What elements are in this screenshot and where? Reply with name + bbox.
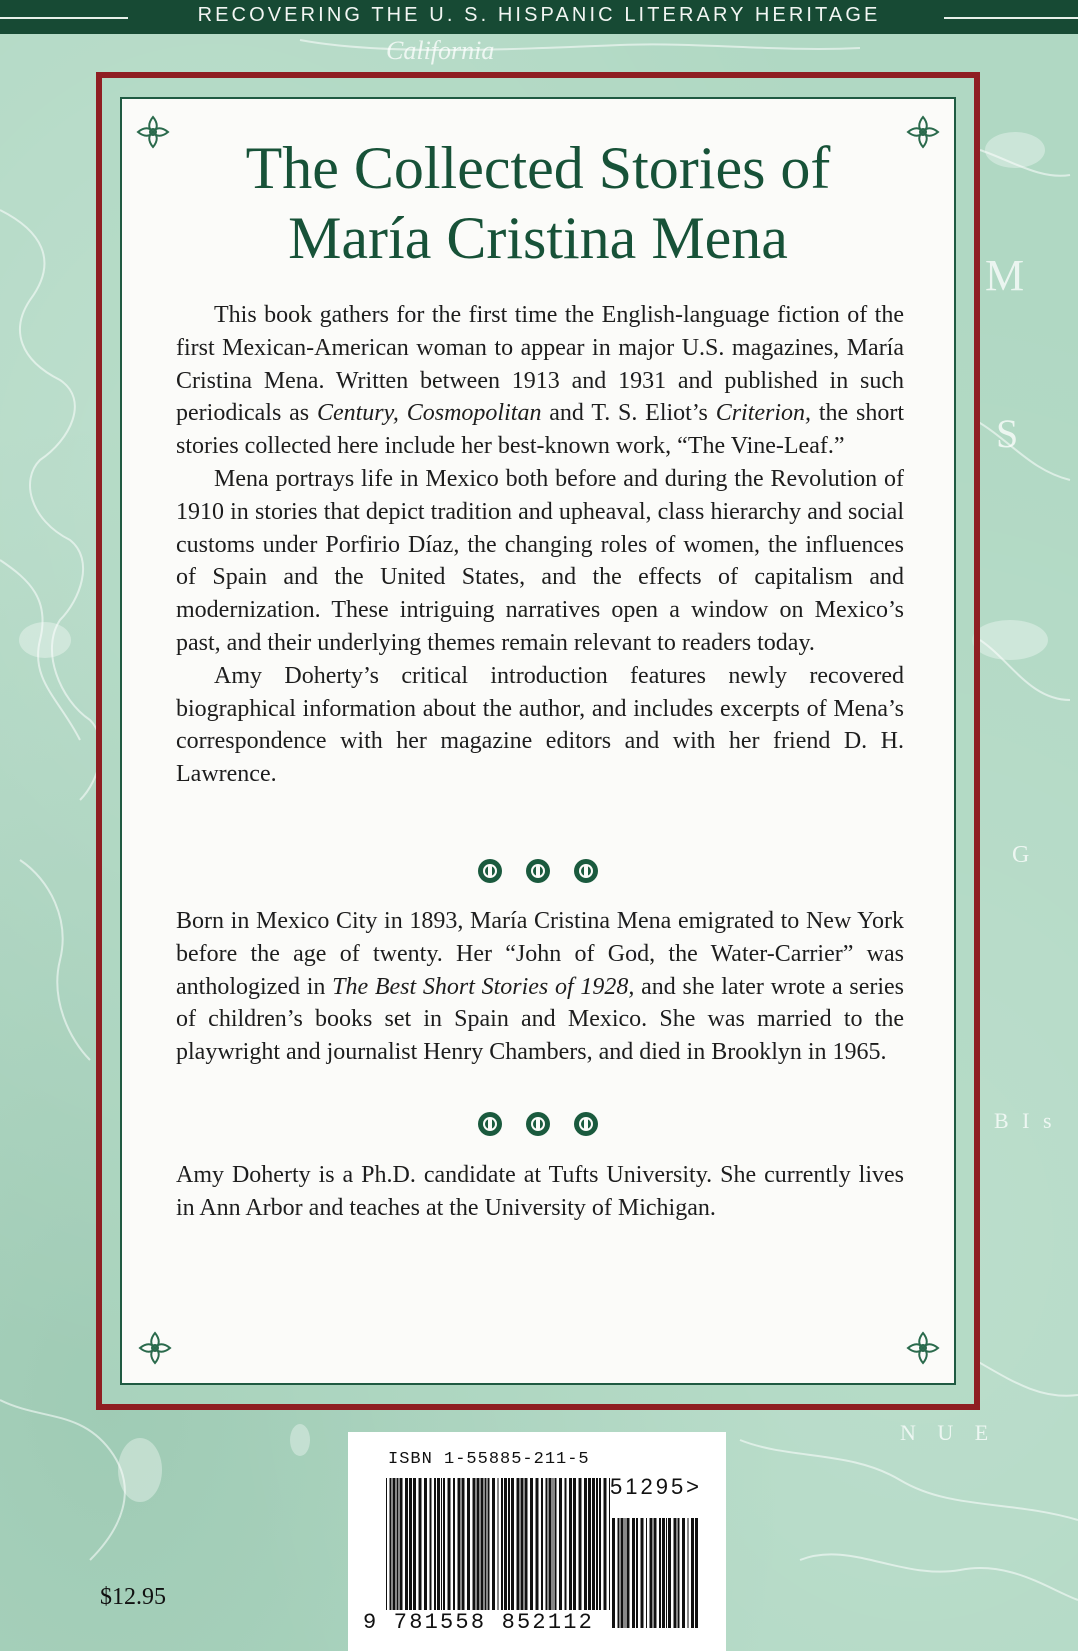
barcode-bar — [536, 1478, 539, 1610]
barcode-label — [348, 1432, 726, 1651]
barcode-bar — [462, 1478, 465, 1610]
barcode-bar — [584, 1478, 587, 1610]
barcode-bar — [666, 1518, 667, 1628]
series-banner — [0, 0, 1078, 34]
barcode-bar — [654, 1518, 657, 1628]
ean-number: 9 781558 852112 — [363, 1610, 595, 1635]
barcode-bar — [521, 1478, 524, 1610]
barcode-bar — [559, 1478, 562, 1610]
barcode-bar — [405, 1478, 408, 1610]
map-label-california: California — [386, 36, 495, 65]
barcode-bar — [573, 1478, 576, 1610]
barcode-bar — [592, 1478, 595, 1610]
barcode-bar — [424, 1478, 427, 1610]
description-paragraph-3: Amy Doherty’s critical introduction features newly recovered biographical information about the author, and includes excerpts of Mena’s correspondence with her magazine editors and with her friend D. H. Lawrence. — [176, 662, 904, 788]
author-bio — [176, 905, 904, 1069]
barcode-bar — [625, 1518, 626, 1628]
barcode-bar — [695, 1518, 698, 1628]
addon-barcode — [610, 1518, 700, 1628]
barcode-bar — [437, 1478, 440, 1610]
author-bio-paragraph: Born in Mexico City in 1893, María Cristina Mena emigrated to New York before the age of twenty. Her “John of God, the Water-Carrier” was anthologized in The Best Short Stories of 1928, and she later wrote a series of children’s books set in Spain and Mexico. She was married to the playwright and journalist Henry Chambers, and died in Brooklyn in 1965. — [176, 908, 904, 1066]
section-divider — [122, 1112, 954, 1142]
barcode-bar — [393, 1478, 396, 1610]
corner-ornament-icon — [900, 1325, 946, 1371]
barcode-bar — [599, 1478, 601, 1610]
editor-bio — [176, 1159, 904, 1225]
isbn-number: ISBN 1-55885-211-5 — [388, 1450, 590, 1469]
barcode-bar — [691, 1518, 694, 1628]
book-description — [176, 299, 904, 791]
barcode-bar — [458, 1478, 461, 1610]
map-label-bis: B I s — [994, 1108, 1056, 1133]
book-title — [122, 133, 954, 273]
barcode-bar — [492, 1478, 495, 1610]
price-addon-number: 51295> — [610, 1474, 703, 1499]
barcode-bar — [485, 1478, 487, 1610]
barcode-bar — [397, 1478, 399, 1610]
barcode-bar — [588, 1478, 591, 1610]
barcode-bar — [678, 1518, 680, 1628]
barcode-bar — [541, 1478, 543, 1610]
barcode-bar — [386, 1478, 387, 1610]
barcode-bar — [604, 1478, 607, 1610]
divider-ornament-icon — [526, 859, 550, 883]
barcode-bar — [481, 1478, 484, 1610]
barcode-bar — [525, 1478, 528, 1610]
barcode-bar — [477, 1478, 480, 1610]
barcode-bar — [504, 1478, 507, 1610]
barcode-bar — [553, 1478, 554, 1610]
barcode-bar — [441, 1478, 442, 1610]
barcode-bar — [641, 1518, 644, 1628]
barcode-bar — [668, 1518, 671, 1628]
barcode-bar — [443, 1478, 445, 1610]
barcode-bar — [612, 1518, 615, 1628]
cover-price: $12.95 — [100, 1584, 166, 1610]
barcode-bar — [596, 1478, 598, 1610]
map-label-nue: N U E — [900, 1420, 997, 1445]
description-paragraph-2: Mena portrays life in Mexico both before and during the Revolution of 1910 in stories that depict tradition and upheaval, class hierarchy and social customs under Porfirio Díaz, the changing roles of women, the influences of Spain and the United States, and the effects of capitalism and modernization. These intriguing narratives open a window on Mexico’s past, and their underlying themes remain relevant to readers today. — [176, 465, 904, 656]
barcode-bar — [448, 1478, 451, 1610]
barcode-bar — [546, 1478, 548, 1610]
barcode-bar — [579, 1478, 582, 1610]
book-title-line-2: María Cristina Mena — [288, 205, 788, 271]
barcode-bar — [390, 1478, 392, 1610]
barcode-bar — [662, 1518, 665, 1628]
section-divider — [122, 859, 954, 889]
barcode-bar — [646, 1518, 647, 1628]
text-panel — [120, 97, 956, 1385]
barcode-bar — [511, 1478, 514, 1610]
barcode-bar — [498, 1478, 499, 1610]
divider-ornament-icon — [478, 1112, 502, 1136]
barcode-bar — [650, 1518, 653, 1628]
map-label-s: S — [996, 411, 1019, 456]
book-title-line-1: The Collected Stories of — [245, 135, 831, 201]
corner-ornament-icon — [132, 1325, 178, 1371]
barcode-bar — [488, 1478, 490, 1610]
map-label-m: M — [985, 251, 1025, 300]
barcode-bar — [508, 1478, 510, 1610]
barcode-bar — [569, 1478, 572, 1610]
barcode-bar — [565, 1478, 567, 1610]
barcode-bar — [530, 1478, 533, 1610]
barcode-bar — [400, 1478, 403, 1610]
barcode-bar — [473, 1478, 476, 1610]
barcode-bar — [501, 1478, 503, 1610]
barcode-bar — [682, 1518, 685, 1628]
series-title: RECOVERING THE U. S. HISPANIC LITERARY HERITAGE — [197, 4, 881, 26]
barcode-bar — [659, 1518, 661, 1628]
barcode-bar — [627, 1518, 630, 1628]
barcode-bar — [549, 1478, 552, 1610]
description-paragraph-1: This book gathers for the first time the English-language fiction of the first Mexican-American woman to appear in major U.S. magazines, María Cristina Mena. Written between 1913 and 1931 and published in such periodicals as Century, Cosmopolitan and T. S. Eliot’s Criterion, the short stories collected here include her best-known work, “The Vine-Leaf.” — [176, 302, 904, 460]
barcode-bar — [434, 1478, 436, 1610]
barcode-bar — [517, 1478, 520, 1610]
barcode-bar — [555, 1478, 557, 1610]
divider-ornament-icon — [526, 1112, 550, 1136]
barcode-bar — [419, 1478, 422, 1610]
barcode-bar — [430, 1478, 432, 1610]
barcode-bar — [688, 1518, 689, 1628]
divider-ornament-icon — [574, 859, 598, 883]
barcode-bar — [632, 1518, 635, 1628]
editor-bio-paragraph: Amy Doherty is a Ph.D. candidate at Tufts University. She currently lives in Ann Arbor and teaches at the University of Michigan. — [176, 1162, 904, 1221]
divider-ornament-icon — [478, 859, 502, 883]
barcode-bar — [467, 1478, 470, 1610]
barcode-bar — [618, 1518, 620, 1628]
barcode-bar — [621, 1518, 624, 1628]
ean-barcode — [384, 1478, 614, 1628]
barcode-bar — [636, 1518, 638, 1628]
barcode-bar — [413, 1478, 416, 1610]
barcode-bar — [674, 1518, 677, 1628]
barcode-bar — [409, 1478, 412, 1610]
map-label-g: G — [1012, 842, 1030, 868]
barcode-bar — [453, 1478, 455, 1610]
divider-ornament-icon — [574, 1112, 598, 1136]
